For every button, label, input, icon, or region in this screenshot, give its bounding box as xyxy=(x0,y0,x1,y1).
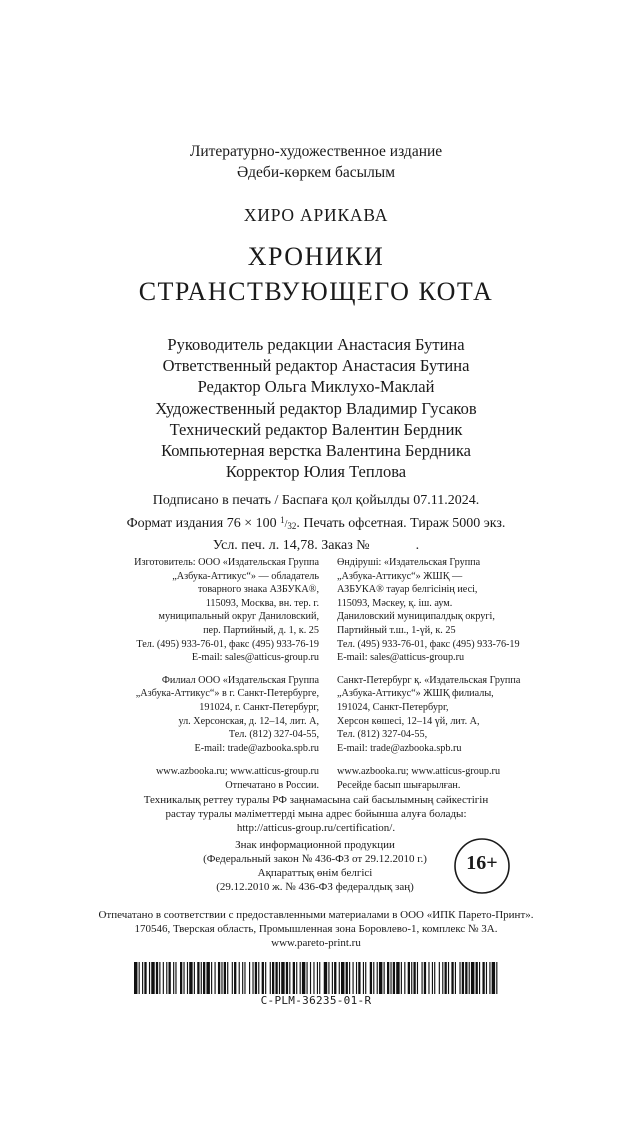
sheets-text: Усл. печ. л. 14,78. Заказ № xyxy=(212,538,370,553)
barcode-bar xyxy=(404,962,405,994)
format-suffix: . Печать офсетная. Тираж 5000 экз. xyxy=(296,515,506,531)
barcode-bar xyxy=(227,962,228,994)
maker-line: „Азбука-Аттикус“» ЖШҚ — xyxy=(337,570,463,582)
barcode-bar xyxy=(479,962,480,994)
barcode-bar xyxy=(451,962,453,994)
barcode-bar xyxy=(434,962,435,994)
publisher-column-kz xyxy=(337,556,587,793)
barcode-bar xyxy=(373,962,374,994)
barcode-bar xyxy=(183,962,184,994)
barcode-bar xyxy=(221,962,222,994)
branch-line: Херсон көшесі, 12–14 үй, лит. А, xyxy=(337,715,480,727)
barcode-bar xyxy=(215,962,216,994)
barcode-bar xyxy=(469,962,470,994)
age-rating-badge xyxy=(452,836,512,896)
title-line-2: СТРАНСТВУЮЩЕГО КОТА xyxy=(138,277,494,306)
barcode-bar xyxy=(390,962,391,994)
maker-line: Изготовитель: ООО «Издательская Группа xyxy=(134,557,319,568)
maker-line: 115093, Мәскеу, қ. іш. аум. xyxy=(337,597,453,609)
barcode-bar xyxy=(258,962,259,994)
certification-note xyxy=(0,793,632,835)
branch-line: Филиал ООО «Издательская Группа xyxy=(161,674,319,686)
sheets-tail: . xyxy=(415,538,420,553)
barcode-bar xyxy=(139,962,140,994)
web-line: www.azbooka.ru; www.atticus-group.ru xyxy=(337,766,501,778)
title-line-1: ХРОНИКИ xyxy=(247,242,385,271)
format-fraction: $^1/_{32}$ xyxy=(280,514,297,531)
barcode-bar xyxy=(211,962,212,994)
barcode-bar xyxy=(496,962,497,994)
barcode-bar xyxy=(239,962,240,994)
age-rating-text: 16+ xyxy=(466,852,498,874)
signed-line: Подписано в печать / Баспаға қол қойылды 07.11.2024. xyxy=(152,493,480,508)
barcode-bar xyxy=(324,962,327,994)
maker-email: E-mail: sales@atticus-group.ru xyxy=(191,652,319,664)
maker-line: Өндіруші: «Издательская Группа xyxy=(337,557,481,568)
barcode-bar xyxy=(413,962,415,994)
barcode-bar xyxy=(286,962,288,994)
barcode-bar xyxy=(169,962,171,994)
genre-kz: Әдеби-көркем басылым xyxy=(236,164,396,181)
barcode-bar xyxy=(232,962,233,994)
barcode-bar xyxy=(159,962,160,994)
maker-block-ru xyxy=(100,556,319,665)
printer-address: 170546, Тверская область, Промышленная зона Боровлево-1, комплекс № 3А. xyxy=(134,923,498,935)
barcode-bar xyxy=(417,962,418,994)
barcode-bar xyxy=(218,962,220,994)
genre-ru: Литературно-художественное издание xyxy=(189,143,443,160)
barcode-bar xyxy=(370,962,372,994)
barcode-bar xyxy=(396,962,399,994)
barcode-bar xyxy=(310,962,311,994)
barcode-bar xyxy=(189,962,192,994)
maker-line: „Азбука-Аттикус“» — обладатель xyxy=(172,570,319,582)
barcode-bar xyxy=(296,962,297,994)
barcode-bar xyxy=(328,962,329,994)
barcode-icon xyxy=(134,962,498,994)
maker-email: E-mail: sales@atticus-group.ru xyxy=(337,652,465,664)
barcode-bar xyxy=(224,962,226,994)
printed-in-line: Ресейде басып шығарылған. xyxy=(337,779,461,791)
maker-block-kz xyxy=(337,556,587,665)
barcode-bar xyxy=(408,962,410,994)
barcode-bar xyxy=(358,962,360,994)
barcode-bar xyxy=(482,962,484,994)
barcode-bar xyxy=(393,962,395,994)
branch-line: Тел. (812) 327-04-55, xyxy=(337,729,428,741)
barcode-bar xyxy=(492,962,495,994)
barcode-bar xyxy=(424,962,426,994)
publisher-column-ru xyxy=(100,556,319,793)
barcode-bar xyxy=(387,962,389,994)
barcode-bar xyxy=(379,962,382,994)
barcode-bar xyxy=(489,962,490,994)
barcode-bar xyxy=(252,962,253,994)
barcode-bar xyxy=(356,962,357,994)
barcode-bar xyxy=(439,962,440,994)
cert-line: Техникалық реттеу туралы РФ заңнамасына сай басылымның сәйкестігін xyxy=(143,794,489,806)
barcode-bar xyxy=(302,962,305,994)
barcode-bar xyxy=(206,962,209,994)
barcode-bar xyxy=(144,962,146,994)
maker-line: АЗБУКА® тауар белгісінің иесі, xyxy=(337,584,478,596)
barcode-bar xyxy=(289,962,290,994)
barcode-bar xyxy=(411,962,412,994)
barcode-bar xyxy=(462,962,464,994)
barcode-bar xyxy=(455,962,456,994)
sheets-line xyxy=(0,536,632,556)
barcode-bar xyxy=(365,962,366,994)
printer-info xyxy=(0,908,632,950)
barcode-bar xyxy=(313,962,314,994)
branch-block-ru xyxy=(100,674,319,756)
barcode-bar xyxy=(156,962,158,994)
barcode-bar xyxy=(234,962,236,994)
barcode-bar xyxy=(142,962,143,994)
barcode-bar xyxy=(151,962,154,994)
credits-list xyxy=(0,334,632,482)
barcode-bar xyxy=(339,962,340,994)
barcode-bar xyxy=(187,962,188,994)
barcode-bar xyxy=(445,962,447,994)
barcode-bar xyxy=(319,962,320,994)
barcode-bar xyxy=(332,962,333,994)
barcode-bar xyxy=(459,962,460,994)
barcode-bar xyxy=(428,962,429,994)
web-block-kz xyxy=(337,765,587,792)
info-line: Знак информационной продукции xyxy=(235,839,395,851)
genre-label xyxy=(0,141,632,183)
fraction-denominator: 32 xyxy=(287,520,297,531)
barcode-bar xyxy=(363,962,364,994)
barcode-bar xyxy=(134,962,137,994)
barcode-bar xyxy=(197,962,199,994)
barcode-bar xyxy=(317,962,318,994)
branch-line: „Азбука-Аттикус“» в г. Санкт-Петербурге, xyxy=(135,688,319,700)
barcode-bar xyxy=(334,962,336,994)
barcode-bar xyxy=(279,962,280,994)
maker-line: товарного знака АЗБУКА®, xyxy=(197,584,319,596)
web-line: www.azbooka.ru; www.atticus-group.ru xyxy=(155,766,319,778)
barcode-bar xyxy=(265,962,266,994)
barcode-bar xyxy=(180,962,182,994)
barcode-bar xyxy=(293,962,295,994)
barcode-bar xyxy=(163,962,164,994)
barcode-bar xyxy=(471,962,474,994)
author-name: ХИРО АРИКАВА xyxy=(243,205,389,225)
barcode-bar xyxy=(384,962,385,994)
barcode-bar xyxy=(272,962,274,994)
barcode-code: C-PLM-36235-01-R xyxy=(260,994,372,1007)
credit-line: Руководитель редакции Анастасия Бутина xyxy=(167,335,465,354)
barcode-bar xyxy=(307,962,308,994)
barcode-bar xyxy=(377,962,378,994)
branch-line: ул. Херсонская, д. 12–14, лит. А, xyxy=(178,715,319,727)
barcode-bar xyxy=(341,962,344,994)
credit-line: Корректор Юлия Теплова xyxy=(225,462,407,482)
barcode-bar xyxy=(270,962,271,994)
book-title xyxy=(0,239,632,309)
barcode-bar xyxy=(300,962,301,994)
barcode-bar xyxy=(173,962,174,994)
printer-url: www.pareto-print.ru xyxy=(271,937,361,949)
barcode-bar xyxy=(175,962,176,994)
maker-line: Тел. (495) 933-76-01, факс (495) 933-76-19 xyxy=(337,638,520,650)
credit-line: Редактор Ольга Миклухо-Маклай xyxy=(197,377,435,397)
barcode-bar xyxy=(242,962,243,994)
barcode-bar xyxy=(166,962,167,994)
barcode-bar xyxy=(275,962,277,994)
barcode-bar xyxy=(255,962,257,994)
barcode-bar xyxy=(486,962,487,994)
maker-line: Даниловский муниципалдық округі, xyxy=(337,611,495,623)
barcode-bar xyxy=(149,962,150,994)
barcode-bar xyxy=(244,962,245,994)
branch-email: E-mail: trade@azbooka.spb.ru xyxy=(194,742,319,754)
branch-line: 191024, Санкт-Петербург, xyxy=(337,701,449,713)
printed-in-line: Отпечатано в России. xyxy=(225,779,319,791)
maker-line: Тел. (495) 933-76-01, факс (495) 933-76-19 xyxy=(136,638,319,650)
maker-line: муниципальный округ Даниловский, xyxy=(158,611,319,623)
barcode-bar xyxy=(448,962,449,994)
fraction-numerator: 1 xyxy=(280,514,285,525)
format-prefix: Формат издания 76 × 100 xyxy=(126,515,277,531)
info-line: Ақпараттық өнім белгісі xyxy=(257,867,373,879)
branch-line: Санкт-Петербург қ. «Издательская Группа xyxy=(337,674,521,686)
barcode-bar xyxy=(203,962,205,994)
barcode-bar xyxy=(442,962,443,994)
branch-line: 191024, г. Санкт-Петербург, xyxy=(199,701,319,713)
barcode-bar xyxy=(281,962,284,994)
credit-line: Технический редактор Валентин Бердник xyxy=(169,419,463,439)
barcode-bar xyxy=(401,962,402,994)
printer-line: Отпечатано в соответствии с предоставленными материалами в ООО «ИПК Парето-Принт». xyxy=(98,909,534,921)
barcode-bar xyxy=(249,962,250,994)
info-product-label xyxy=(180,838,450,894)
barcode-bar xyxy=(432,962,433,994)
branch-line: Тел. (812) 327-04-55, xyxy=(228,729,319,741)
maker-line: Партийный т.ш., 1-үй, к. 25 xyxy=(337,624,456,636)
format-line xyxy=(0,511,632,537)
web-block-ru xyxy=(100,765,319,792)
barcode-bar xyxy=(465,962,467,994)
info-line: (Федеральный закон № 436-ФЗ от 29.12.2010 г.) xyxy=(203,853,427,865)
branch-block-kz xyxy=(337,674,587,756)
maker-line: 115093, Москва, вн. тер. г. xyxy=(205,597,319,609)
credit-line: Ответственный редактор Анастасия Бутина xyxy=(162,356,470,376)
maker-line: пер. Партийный, д. 1, к. 25 xyxy=(203,624,319,636)
credit-line: Компьютерная верстка Валентина Бердника xyxy=(161,441,471,461)
cert-line: растау туралы мәліметтерді мына адрес бойынша алуға болады: xyxy=(165,808,467,820)
info-line: (29.12.2010 ж. № 436-ФЗ федералдық заң) xyxy=(216,881,414,893)
barcode-bar xyxy=(194,962,195,994)
barcode-bar xyxy=(201,962,202,994)
barcode-bar xyxy=(422,962,423,994)
barcode-bar xyxy=(346,962,348,994)
barcode-bar xyxy=(262,962,264,994)
barcode-bar xyxy=(476,962,478,994)
branch-line: „Азбука-Аттикус“» ЖШҚ филиалы, xyxy=(337,688,494,700)
branch-email: E-mail: trade@azbooka.spb.ru xyxy=(337,742,462,754)
credit-line: Художественный редактор Владимир Гусаков xyxy=(155,398,477,418)
print-info xyxy=(0,491,632,556)
cert-url: http://atticus-group.ru/certification/. xyxy=(236,822,396,834)
barcode-bar xyxy=(349,962,350,994)
barcode-bar xyxy=(353,962,354,994)
